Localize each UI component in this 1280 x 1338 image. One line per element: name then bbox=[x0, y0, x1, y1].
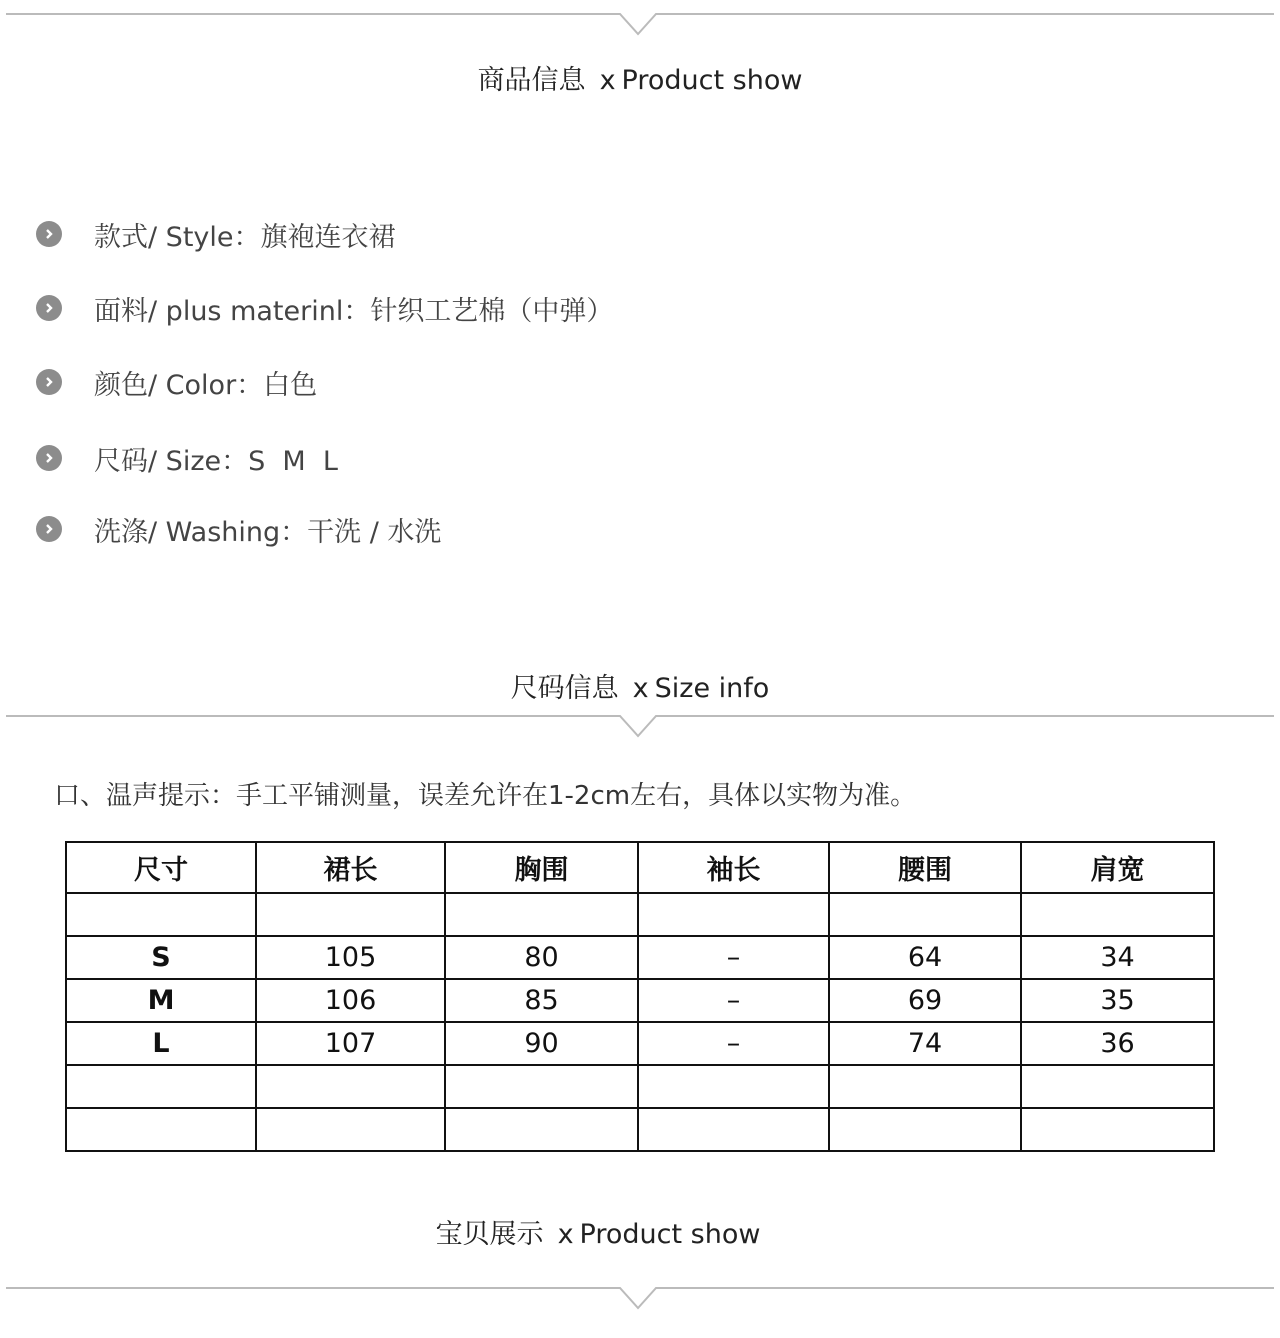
table-row bbox=[66, 1065, 1214, 1108]
table-cell: 69 bbox=[829, 979, 1021, 1022]
table-cell: – bbox=[638, 936, 829, 979]
table-cell bbox=[66, 1108, 256, 1151]
size-info-title bbox=[0, 666, 1280, 705]
table-cell bbox=[1021, 1065, 1214, 1108]
attribute-style-text: 款式/ Style：旗袍连衣裙 bbox=[94, 221, 396, 253]
table-cell bbox=[638, 1108, 829, 1151]
chevron-right-circle-icon bbox=[36, 516, 62, 542]
table-row bbox=[66, 893, 1214, 936]
size-table bbox=[65, 841, 1215, 1152]
attribute-style bbox=[36, 217, 396, 251]
chevron-right-circle-icon bbox=[36, 295, 62, 321]
bottom-divider bbox=[6, 1280, 1274, 1300]
attribute-washing-text: 洗涤/ Washing：干洗 / 水洗 bbox=[94, 516, 442, 548]
table-cell bbox=[66, 893, 256, 936]
header-size: 尺寸 bbox=[66, 842, 256, 893]
header-bust: 胸围 bbox=[445, 842, 638, 893]
table-cell bbox=[256, 1108, 445, 1151]
product-info-title-sep: x bbox=[599, 65, 616, 96]
table-cell: 35 bbox=[1021, 979, 1214, 1022]
chevron-right-circle-icon bbox=[36, 445, 62, 471]
table-cell: 36 bbox=[1021, 1022, 1214, 1065]
product-display-title-sep: x bbox=[557, 1219, 574, 1250]
table-cell: 105 bbox=[256, 936, 445, 979]
product-display-title bbox=[0, 1212, 1238, 1251]
table-cell: M bbox=[66, 979, 256, 1022]
attribute-fabric bbox=[36, 291, 613, 325]
top-divider bbox=[6, 6, 1274, 26]
table-cell: 85 bbox=[445, 979, 638, 1022]
header-sleeve-length: 袖长 bbox=[638, 842, 829, 893]
attribute-size bbox=[36, 441, 338, 475]
product-display-title-cn: 宝贝展示 bbox=[435, 1219, 544, 1250]
table-cell: – bbox=[638, 1022, 829, 1065]
size-info-title-cn: 尺码信息 bbox=[510, 673, 619, 704]
table-row bbox=[66, 936, 1214, 979]
size-info-divider bbox=[6, 708, 1274, 728]
table-row bbox=[66, 1022, 1214, 1065]
table-cell: 34 bbox=[1021, 936, 1214, 979]
attribute-washing bbox=[36, 512, 441, 546]
table-cell bbox=[256, 1065, 445, 1108]
table-cell: 90 bbox=[445, 1022, 638, 1065]
table-cell bbox=[829, 1065, 1021, 1108]
table-cell: 107 bbox=[256, 1022, 445, 1065]
table-cell: 64 bbox=[829, 936, 1021, 979]
table-row bbox=[66, 1108, 1214, 1151]
table-cell: 74 bbox=[829, 1022, 1021, 1065]
table-cell bbox=[445, 893, 638, 936]
header-dress-length: 裙长 bbox=[256, 842, 445, 893]
product-info-title-cn: 商品信息 bbox=[477, 65, 586, 96]
table-cell: – bbox=[638, 979, 829, 1022]
header-shoulder-width: 肩宽 bbox=[1021, 842, 1214, 893]
table-header-row bbox=[66, 842, 1214, 893]
table-cell bbox=[829, 893, 1021, 936]
table-cell bbox=[445, 1108, 638, 1151]
attribute-color-text: 颜色/ Color：白色 bbox=[94, 369, 318, 401]
header-waist: 腰围 bbox=[829, 842, 1021, 893]
attribute-color bbox=[36, 365, 317, 399]
measurement-tip: 口、温声提示：手工平铺测量，误差允许在1-2cm左右，具体以实物为准。 bbox=[54, 781, 917, 811]
table-cell: 106 bbox=[256, 979, 445, 1022]
product-info-title-en: Product show bbox=[621, 65, 803, 96]
product-info-title bbox=[0, 58, 1280, 97]
table-cell bbox=[1021, 1108, 1214, 1151]
table-cell: L bbox=[66, 1022, 256, 1065]
size-info-title-sep: x bbox=[632, 673, 649, 704]
table-cell bbox=[829, 1108, 1021, 1151]
table-cell: S bbox=[66, 936, 256, 979]
table-cell bbox=[256, 893, 445, 936]
table-cell bbox=[638, 1065, 829, 1108]
table-cell bbox=[445, 1065, 638, 1108]
chevron-right-circle-icon bbox=[36, 369, 62, 395]
attribute-fabric-text: 面料/ plus materinl：针织工艺棉（中弹） bbox=[94, 295, 614, 327]
product-display-title-en: Product show bbox=[579, 1219, 761, 1250]
chevron-right-circle-icon bbox=[36, 221, 62, 247]
table-cell bbox=[638, 893, 829, 936]
table-cell: 80 bbox=[445, 936, 638, 979]
table-cell bbox=[66, 1065, 256, 1108]
table-cell bbox=[1021, 893, 1214, 936]
table-row bbox=[66, 979, 1214, 1022]
attribute-size-text: 尺码/ Size：S M L bbox=[94, 445, 338, 477]
size-info-title-en: Size info bbox=[654, 673, 770, 704]
